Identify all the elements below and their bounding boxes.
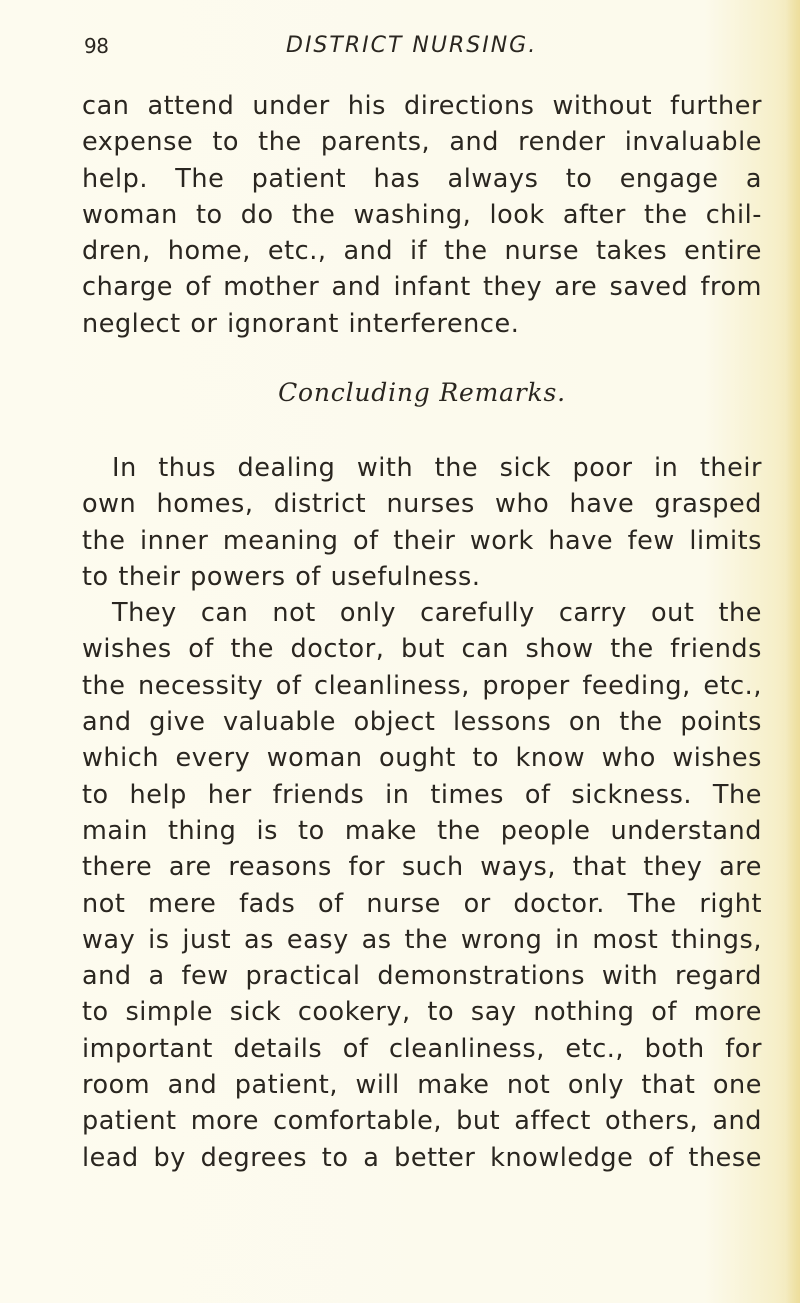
text-line: to their powers of usefulness. bbox=[82, 561, 481, 592]
text-line: the inner meaning of their work have few limits bbox=[82, 525, 762, 556]
text-line: lead by degrees to a better knowledge of these bbox=[82, 1142, 762, 1173]
text-line: which every woman ought to know who wishes bbox=[82, 743, 762, 774]
text-line: and give valuable object lessons on the points bbox=[82, 707, 762, 738]
running-head bbox=[84, 32, 764, 66]
paragraph-1 bbox=[82, 88, 762, 342]
text-line: In thus dealing with the sick poor in their bbox=[112, 453, 762, 483]
running-title: DISTRICT NURSING. bbox=[286, 33, 538, 58]
text-line: patient more comfortable, but affect others, and bbox=[82, 1106, 762, 1137]
text-line: wishes of the doctor, but can show the friends bbox=[82, 634, 762, 665]
text-line: can attend under his directions without further bbox=[82, 91, 762, 121]
text-line: not mere fads of nurse or doctor. The right bbox=[82, 888, 762, 919]
text-line: and a few practical demonstrations with regard bbox=[82, 961, 762, 992]
section-heading: Concluding Remarks. bbox=[278, 378, 566, 407]
text-line: charge of mother and infant they are saved from bbox=[82, 272, 762, 303]
page-number: 98 bbox=[84, 34, 109, 58]
text-line: They can not only carefully carry out the bbox=[112, 598, 762, 629]
text-line: woman to do the washing, look after the chil- bbox=[82, 199, 762, 230]
page-edge-shadow bbox=[786, 0, 800, 1303]
text-line: help. The patient has always to engage a bbox=[82, 163, 762, 194]
text-line: important details of cleanliness, etc., both for bbox=[82, 1033, 762, 1064]
text-line: main thing is to make the people understand bbox=[82, 815, 762, 846]
text-line: dren, home, etc., and if the nurse takes entire bbox=[82, 236, 762, 267]
text-line: neglect or ignorant interference. bbox=[82, 308, 520, 339]
text-line: there are reasons for such ways, that they are bbox=[82, 852, 762, 883]
text-line: to simple sick cookery, to say nothing of more bbox=[82, 997, 762, 1028]
text-line: room and patient, will make not only that one bbox=[82, 1070, 762, 1101]
text-line: expense to the parents, and render invaluable bbox=[82, 127, 762, 158]
body-text bbox=[82, 450, 762, 1176]
text-line: own homes, district nurses who have grasped bbox=[82, 489, 762, 520]
text-line: way is just as easy as the wrong in most things, bbox=[82, 924, 762, 955]
text-line: the necessity of cleanliness, proper feeding, etc., bbox=[82, 670, 762, 701]
text-line: to help her friends in times of sickness. The bbox=[82, 779, 762, 810]
